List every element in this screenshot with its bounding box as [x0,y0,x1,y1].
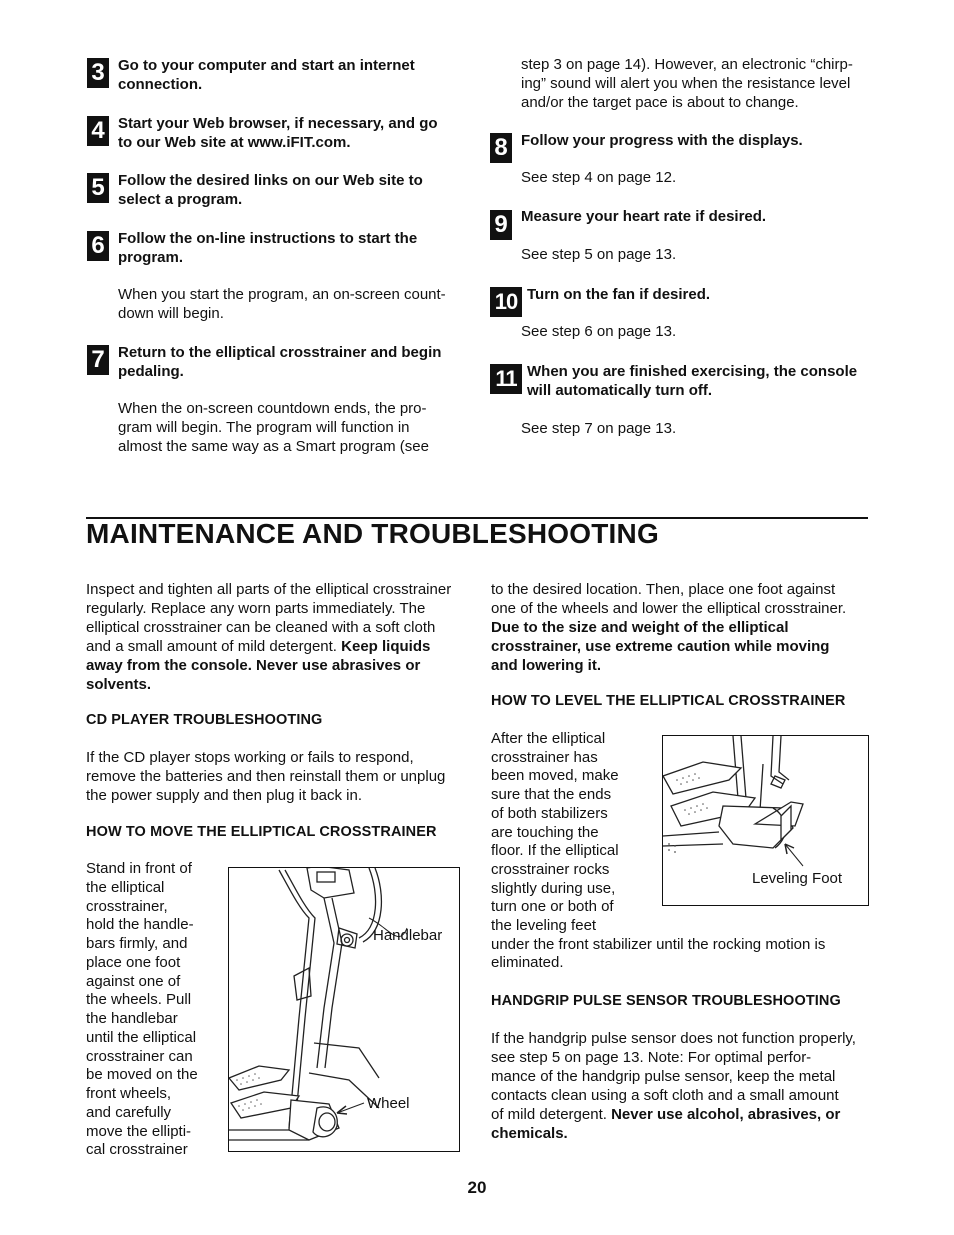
step-6-heading-line: Follow the on-line instructions to start the [118,230,418,247]
step-11-number: 11 [490,364,522,394]
step-7-continued-line: and/or the target pace is about to change. [521,94,799,111]
cd-player-body-line: the power supply and then plug it back in. [86,787,363,804]
step-7-number: 7 [87,345,109,375]
maintenance-warning: solvents. [86,676,152,693]
step-4-heading-line: to our Web site at www.iFIT.com. [118,134,351,151]
level-body-line: turn one or both of [491,898,614,916]
step-6-heading-line: program. [118,249,184,266]
step-4-heading [118,114,438,152]
step-10-body: See step 6 on page 13. [521,323,677,340]
step-5-heading [118,171,423,209]
handlebar-label: Handlebar [373,927,443,944]
step-11-body: See step 7 on page 13. [521,420,677,437]
level-body-line: slightly during use, [491,879,616,897]
crosstrainer-illustration [229,868,459,1151]
move-continued [491,580,846,675]
step-6-body-line: When you start the program, an on-screen count- [118,286,446,303]
step-5-heading-line: select a program. [118,191,243,208]
step-11-heading-line: When you are finished exercising, the console [527,363,858,380]
maintenance-intro-line: elliptical crosstrainer can be cleaned with a soft cloth [86,619,436,636]
step-7-continued-line: step 3 on page 14). However, an electronic “chirp- [521,56,853,73]
maintenance-intro [86,580,476,694]
step-8-body: See step 4 on page 12. [521,169,677,186]
level-body-line: crosstrainer has [491,748,598,766]
step-3-number: 3 [87,58,109,88]
step-7-heading [118,343,441,381]
cd-player-body [86,748,445,805]
level-body-line: floor. If the elliptical [491,842,619,860]
pulse-sensor-body-line: mance of the handgrip pulse sensor, keep the metal [491,1068,836,1085]
move-body-line: front wheels, [86,1085,172,1102]
leveling-foot-label: Leveling Foot [752,870,843,887]
step-5-heading-line: Follow the desired links on our Web site to [118,172,423,189]
step-8-number: 8 [490,133,512,163]
move-body [86,860,198,1160]
maintenance-intro-line: and a small amount of mild detergent. [86,638,342,655]
move-body-line: place one foot [86,953,181,971]
step-7-body-line: When the on-screen countdown ends, the pro- [118,400,427,417]
level-body-line: crosstrainer rocks [491,860,610,878]
step-7-body [118,399,429,456]
move-body-line: Stand in front of [86,860,192,877]
step-3-heading-line: connection. [118,76,203,93]
move-body-line: crosstrainer can [86,1047,193,1065]
pulse-sensor-body [491,1029,856,1143]
level-body-line: been moved, make [491,767,619,785]
move-body-line: until the elliptical [86,1028,197,1046]
move-header: HOW TO MOVE THE ELLIPTICAL CROSSTRAINER [86,824,437,840]
maintenance-intro-line: Inspect and tighten all parts of the elliptical crosstrainer [86,581,452,598]
level-figure [662,735,869,906]
step-4-number: 4 [87,116,109,146]
move-body-line: the wheels. Pull [86,991,192,1009]
maintenance-intro-line: regularly. Replace any worn parts immediately. The [86,600,426,617]
move-body-line: the elliptical [86,878,165,896]
level-body-line: the leveling feet [491,917,597,935]
step-11-heading-line: will automatically turn off. [527,382,713,399]
step-11-heading [527,362,857,400]
level-body-line: After the elliptical [491,730,606,747]
move-body-line: and carefully [86,1103,172,1121]
step-6-body-line: down will begin. [118,305,224,322]
pulse-sensor-body-line: of mild detergent. [491,1106,612,1123]
move-caution: Due to the size and weight of the elliptical [491,619,789,636]
cd-player-body-line: remove the batteries and then reinstall them or unplug [86,768,446,785]
level-header: HOW TO LEVEL THE ELLIPTICAL CROSSTRAINER [491,693,846,709]
pulse-sensor-body-line: contacts clean using a soft cloth and a small amount [491,1087,839,1104]
move-continued-line: one of the wheels and lower the elliptical crosstrainer. [491,600,847,617]
step-7-body-line: gram will begin. The program will function in [118,419,410,436]
move-body-line: crosstrainer, [86,897,168,915]
move-body-line: move the ellipti- [86,1122,192,1140]
maintenance-warning: Keep liquids [341,638,431,655]
cd-player-body-line: If the CD player stops working or fails to respond, [86,749,414,766]
step-7-continued [521,55,853,112]
step-10-heading: Turn on the fan if desired. [527,286,711,303]
level-body-line: eliminated. [491,954,564,972]
step-5-number: 5 [87,173,109,203]
step-6-heading [118,229,417,267]
step-7-continued-line: ing” sound will alert you when the resistance level [521,75,851,92]
pulse-sensor-body-line: If the handgrip pulse sensor does not function properly, [491,1030,856,1047]
step-7-heading-line: Return to the elliptical crosstrainer and begin [118,344,442,361]
step-6-body [118,285,446,323]
move-body-line: the handlebar [86,1010,178,1027]
step-4-heading-line: Start your Web browser, if necessary, and go [118,115,438,132]
maintenance-warning: away from the console. Never use abrasives or [86,657,421,674]
step-9-heading: Measure your heart rate if desired. [521,208,767,225]
move-caution: crosstrainer, use extreme caution while moving [491,638,830,655]
level-body-line: under the front stabilizer until the rocking motion is [491,935,826,953]
step-3-heading [118,56,415,94]
step-3-heading-line: Go to your computer and start an internet [118,57,415,74]
step-7-body-line: almost the same way as a Smart program (see [118,438,429,455]
move-body-line: cal crosstrainer [86,1141,188,1159]
pulse-sensor-body-line: see step 5 on page 13. Note: For optimal perfor- [491,1049,812,1066]
step-9-number: 9 [490,210,512,240]
pulse-sensor-header: HANDGRIP PULSE SENSOR TROUBLESHOOTING [491,993,841,1009]
page-number: 20 [467,1178,487,1197]
cd-player-header: CD PLAYER TROUBLESHOOTING [86,712,323,728]
move-body-line: be moved on the [86,1066,198,1084]
pulse-sensor-warning: chemicals. [491,1125,568,1142]
move-body-line: against one of [86,972,181,990]
move-body-line: bars firmly, and [86,935,188,952]
level-body-line: are touching the [491,823,599,841]
move-continued-line: to the desired location. Then, place one foot against [491,581,836,598]
move-figure [228,867,460,1152]
step-6-number: 6 [87,231,109,261]
section-title: MAINTENANCE AND TROUBLESHOOTING [86,518,659,549]
wheel-label: Wheel [367,1095,410,1112]
step-8-heading: Follow your progress with the displays. [521,132,803,149]
move-caution: and lowering it. [491,657,602,674]
step-10-number: 10 [490,287,522,317]
level-body-line: of both stabilizers [491,804,608,822]
pulse-sensor-warning: Never use alcohol, abrasives, or [611,1106,841,1123]
step-9-body: See step 5 on page 13. [521,246,677,263]
level-body-line: sure that the ends [491,786,612,804]
step-7-heading-line: pedaling. [118,363,184,380]
move-body-line: hold the handle- [86,916,194,934]
